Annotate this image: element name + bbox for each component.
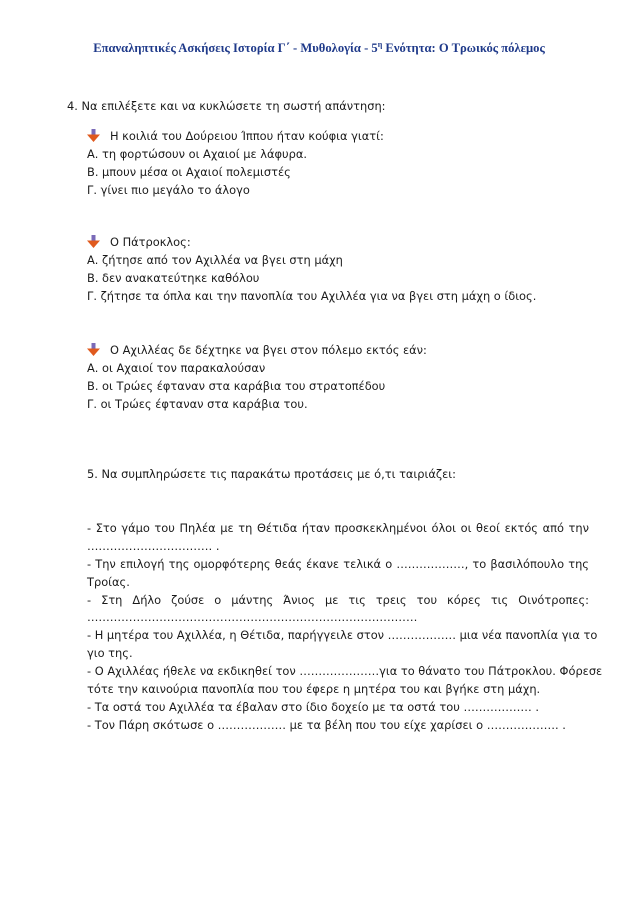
- fill-line-3: - Την επιλογή της ομορφότερης θεάς έκανε τελικά ο ………………, το βασιλόπουλο της: [87, 557, 589, 571]
- fill-line-2: …………………………… .: [87, 539, 220, 553]
- fill-line-9: - Ο Αχιλλέας ήθελε να εκδικηθεί τον …………………για το θάνατο του Πάτροκλου. Φόρεσε: [87, 664, 603, 678]
- down-arrow-bullet-icon: [87, 343, 100, 356]
- down-arrow-bullet-icon: [87, 235, 100, 248]
- fill-line-5: - Στη Δήλο ζούσε ο μάντης Άνιος με τις τρεις του κόρες τις Οινότροπες:: [87, 593, 589, 607]
- fill-line-1: - Στο γάμο του Πηλέα με τη Θέτιδα ήταν προσκεκλημένοι όλοι οι θεοί εκτός από την: [87, 521, 589, 535]
- fill-line-7: - Η μητέρα του Αχιλλέα, η Θέτιδα, παρήγγειλε στον ……………… μια νέα πανοπλία για το: [87, 628, 598, 642]
- question-3-text: Ο Αχιλλέας δε δέχτηκε να βγει στον πόλεμο εκτός εάν:: [110, 343, 427, 357]
- question-1-option-b: Β. μπουν μέσα οι Αχαιοί πολεμιστές: [87, 165, 291, 179]
- fill-line-6: ……………………………………………………………………………: [87, 610, 418, 624]
- question-2-text: Ο Πάτροκλος:: [110, 235, 191, 249]
- fill-line-8: γιο της.: [87, 646, 133, 660]
- question-3-option-a: Α. οι Αχαιοί τον παρακαλούσαν: [87, 361, 266, 375]
- question-2-option-b: Β. δεν ανακατεύτηκε καθόλου: [87, 271, 260, 285]
- question-1: [87, 128, 384, 144]
- question-1-option-a: Α. τη φορτώσουν οι Αχαιοί με λάφυρα.: [87, 147, 307, 161]
- exercise4-heading: 4. Να επιλέξετε και να κυκλώσετε τη σωστή απάντηση:: [67, 99, 386, 113]
- exercise5-heading: 5. Να συμπληρώσετε τις παρακάτω προτάσεις με ό,τι ταιριάζει:: [87, 467, 456, 481]
- question-1-text: Η κοιλιά του Δούρειου Ίππου ήταν κούφια γιατί:: [110, 129, 384, 143]
- down-arrow-bullet-icon: [87, 129, 100, 142]
- header-title-end: Ενότητα: Ο Τρωικός πόλεμος: [382, 41, 545, 56]
- fill-line-10: τότε την καινούρια πανοπλία που του έφερε η μητέρα του και βγήκε στη μάχη.: [87, 682, 541, 696]
- fill-line-11: - Τα οστά του Αχιλλέα τα έβαλαν στο ίδιο δοχείο με τα οστά του ……………… .: [87, 700, 540, 714]
- question-3: [87, 342, 427, 358]
- fill-line-4: Τροίας.: [87, 575, 130, 589]
- question-1-option-c: Γ. γίνει πιο μεγάλο το άλογο: [87, 183, 250, 197]
- question-2-option-a: Α. ζήτησε από τον Αχιλλέα να βγει στη μάχη: [87, 253, 343, 267]
- page-header: [0, 40, 638, 56]
- header-title-start: Επαναληπτικές Ασκήσεις Ιστορία Γ΄ - Μυθολογία - 5: [93, 41, 378, 56]
- fill-line-12: - Τον Πάρη σκότωσε ο ……………… με τα βέλη που του είχε χαρίσει ο ………………. .: [87, 718, 566, 732]
- question-3-option-c: Γ. οι Τρώες έφταναν στα καράβια του.: [87, 397, 308, 411]
- question-2: [87, 234, 191, 250]
- header-superscript: η: [377, 40, 383, 49]
- question-2-option-c: Γ. ζήτησε τα όπλα και την πανοπλία του Αχιλλέα για να βγει στη μάχη ο ίδιος.: [87, 289, 537, 303]
- question-3-option-b: Β. οι Τρώες έφταναν στα καράβια του στρατοπέδου: [87, 379, 386, 393]
